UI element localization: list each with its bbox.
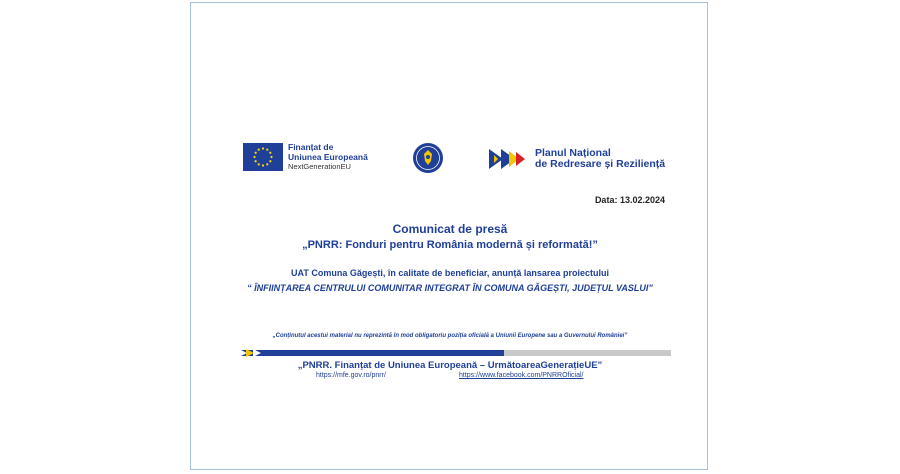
eu-funding-label: Finanțat de Uniunea Europeană NextGenerationEU	[288, 142, 368, 171]
eu-star	[266, 163, 268, 165]
facebook-link[interactable]: https://www.facebook.com/PNRROficial/	[459, 372, 584, 379]
eu-star	[253, 156, 255, 158]
press-release-page	[190, 2, 708, 470]
eu-star	[258, 163, 260, 165]
eu-star	[262, 164, 264, 166]
mfe-link[interactable]: https://mfe.gov.ro/pnrr/	[316, 372, 386, 379]
eu-star	[269, 152, 271, 154]
eu-star	[258, 149, 260, 151]
eu-star	[269, 160, 271, 162]
eu-star	[262, 147, 264, 149]
romanian-government-seal-icon	[412, 142, 444, 174]
eu-star	[270, 156, 272, 158]
page-title: Comunicat de presă	[392, 222, 508, 236]
eu-star	[255, 160, 257, 162]
divider-band-blue	[239, 350, 504, 356]
pnrr-slogan: „PNRR. Finanțat de Uniunea Europeană – UrmătoareaGenerațieUE”	[297, 360, 603, 371]
release-date: Data: 13.02.2024	[594, 195, 665, 205]
eu-star	[266, 149, 268, 151]
page-subtitle: „PNRR: Fonduri pentru România modernă și reformată!”	[302, 239, 598, 251]
beneficiary-announcement: UAT Comuna Găgești, în calitate de beneficiar, anunță lansarea proiectului	[291, 268, 609, 278]
pnrr-label: Planul Național de Redresare și Reziliență	[535, 147, 666, 170]
eu-star	[255, 152, 257, 154]
project-name: “ ÎNFIINȚAREA CENTRULUI COMUNITAR INTEGRAT ÎN COMUNA GĂGEȘTI, JUDEȚUL VASLUI”	[247, 283, 653, 293]
disclaimer-text: „Conținutul acestui material nu reprezintă în mod obligatoriu poziția oficială a Uniunii Europene sau a Guvernului României”	[272, 333, 628, 339]
eu-flag-icon	[243, 143, 283, 171]
chevron-stripe-icon	[239, 349, 269, 357]
divider-band	[239, 350, 671, 356]
pnrr-logo-icon	[489, 149, 529, 169]
